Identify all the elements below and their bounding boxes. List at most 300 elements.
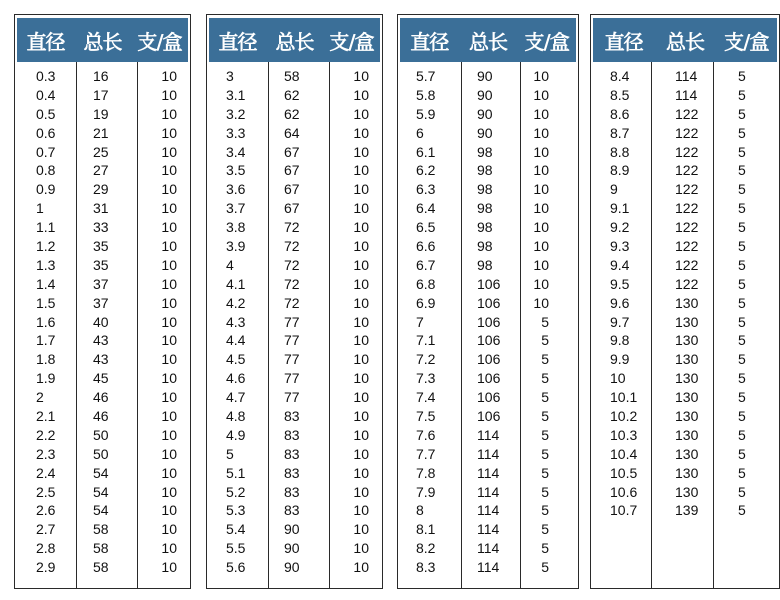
cell-length: 67 — [284, 200, 300, 217]
table-row — [591, 369, 779, 388]
table-row — [207, 558, 382, 577]
cell-length: 98 — [477, 200, 493, 217]
cell-diameter: 1 — [36, 200, 44, 217]
cell-qty: 10 — [161, 68, 177, 84]
cell-diameter: 1.8 — [36, 351, 56, 368]
table-row — [398, 350, 578, 369]
cell-qty: 10 — [353, 256, 369, 273]
table-row — [207, 331, 382, 350]
cell-qty: 5 — [738, 143, 746, 160]
cell-diameter: 6.7 — [416, 256, 436, 273]
cell-diameter: 7.1 — [416, 332, 436, 349]
cell-diameter: 6.4 — [416, 200, 436, 217]
table-row — [15, 558, 190, 577]
cell-length: 90 — [284, 559, 300, 576]
cell-qty: 10 — [161, 540, 177, 557]
cell-length: 90 — [284, 521, 300, 538]
table-row — [591, 407, 779, 426]
cell-length: 72 — [284, 219, 300, 236]
cell-diameter: 2.9 — [36, 559, 56, 576]
cell-qty: 10 — [161, 143, 177, 160]
cell-length: 67 — [284, 143, 300, 160]
table-row — [591, 483, 779, 502]
table-row — [207, 67, 382, 86]
table-row — [15, 294, 190, 313]
cell-qty: 5 — [738, 351, 746, 368]
cell-diameter: 10.5 — [610, 464, 638, 481]
table-row — [398, 105, 578, 124]
table-row — [398, 313, 578, 332]
table-row — [207, 161, 382, 180]
cell-qty: 10 — [353, 521, 369, 538]
cell-diameter: 5.2 — [226, 483, 246, 500]
cell-qty: 5 — [541, 389, 549, 406]
cell-diameter: 2.2 — [36, 426, 56, 443]
cell-qty: 10 — [533, 200, 549, 217]
cell-qty: 10 — [353, 426, 369, 443]
header-diameter: 直径 — [410, 29, 449, 54]
cell-diameter: 4.2 — [226, 294, 246, 311]
cell-qty: 10 — [161, 389, 177, 406]
header-qty: 支/盒 — [137, 29, 182, 54]
cell-length: 67 — [284, 162, 300, 179]
cell-length: 54 — [93, 464, 109, 481]
cell-diameter: 3 — [226, 68, 234, 84]
header-diameter: 直径 — [604, 29, 643, 54]
cell-diameter: 0.6 — [36, 124, 56, 141]
cell-diameter: 4.7 — [226, 389, 246, 406]
cell-length: 83 — [284, 445, 300, 462]
cell-length: 106 — [477, 294, 501, 311]
cell-diameter: 3.2 — [226, 105, 246, 122]
cell-diameter: 8.7 — [610, 124, 630, 141]
cell-diameter: 9.4 — [610, 256, 630, 273]
cell-diameter: 0.5 — [36, 105, 56, 122]
cell-length: 106 — [477, 313, 501, 330]
cell-qty: 10 — [161, 464, 177, 481]
cell-diameter: 7.8 — [416, 464, 436, 481]
cell-length: 77 — [284, 313, 300, 330]
cell-diameter: 8.4 — [610, 68, 630, 84]
cell-qty: 10 — [353, 238, 369, 255]
cell-length: 90 — [477, 68, 493, 84]
table-row — [207, 294, 382, 313]
cell-qty: 5 — [738, 370, 746, 387]
table-row — [398, 161, 578, 180]
table-row — [398, 388, 578, 407]
cell-diameter: 5 — [226, 445, 234, 462]
table-row — [398, 124, 578, 143]
cell-length: 35 — [93, 256, 109, 273]
header-diameter: 直径 — [218, 29, 257, 54]
cell-length: 72 — [284, 275, 300, 292]
cell-qty: 10 — [353, 105, 369, 122]
cell-qty: 10 — [533, 238, 549, 255]
table-row — [398, 199, 578, 218]
cell-qty: 5 — [738, 200, 746, 217]
table-row — [15, 237, 190, 256]
spec-table-3 — [397, 14, 579, 589]
table-row — [15, 275, 190, 294]
table-row — [15, 124, 190, 143]
table-row — [15, 67, 190, 86]
table-row — [15, 86, 190, 105]
cell-length: 83 — [284, 426, 300, 443]
cell-diameter: 8 — [416, 502, 424, 519]
cell-qty: 10 — [353, 389, 369, 406]
cell-length: 46 — [93, 408, 109, 425]
table-row — [15, 445, 190, 464]
cell-length: 58 — [93, 540, 109, 557]
table-row — [591, 464, 779, 483]
cell-qty: 10 — [533, 294, 549, 311]
table-row — [591, 313, 779, 332]
cell-diameter: 4.9 — [226, 426, 246, 443]
table-row — [398, 445, 578, 464]
cell-qty: 10 — [533, 86, 549, 103]
spec-table-2 — [206, 14, 383, 589]
cell-length: 64 — [284, 124, 300, 141]
cell-length: 130 — [675, 389, 699, 406]
cell-length: 25 — [93, 143, 109, 160]
cell-diameter: 0.9 — [36, 181, 56, 198]
cell-diameter: 5.5 — [226, 540, 246, 557]
cell-length: 27 — [93, 162, 109, 179]
cell-length: 46 — [93, 389, 109, 406]
cell-diameter: 10.4 — [610, 445, 638, 462]
cell-diameter: 10.6 — [610, 483, 638, 500]
cell-length: 114 — [477, 464, 500, 481]
table-row — [591, 124, 779, 143]
cell-length: 43 — [93, 332, 109, 349]
cell-length: 98 — [477, 162, 493, 179]
table-row — [591, 350, 779, 369]
table-row — [398, 369, 578, 388]
cell-length: 122 — [675, 219, 699, 236]
cell-diameter: 10 — [610, 370, 626, 387]
cell-diameter: 1.2 — [36, 238, 56, 255]
cell-qty: 5 — [541, 483, 549, 500]
table-row — [207, 483, 382, 502]
table-row — [15, 105, 190, 124]
table-row — [207, 256, 382, 275]
cell-qty: 5 — [738, 124, 746, 141]
table-row — [591, 218, 779, 237]
cell-length: 114 — [477, 502, 500, 519]
table-row — [207, 539, 382, 558]
cell-length: 114 — [477, 559, 500, 576]
cell-qty: 5 — [541, 445, 549, 462]
cell-qty: 5 — [541, 370, 549, 387]
table-row — [15, 369, 190, 388]
cell-qty: 10 — [533, 68, 549, 84]
cell-qty: 5 — [738, 426, 746, 443]
cell-qty: 10 — [353, 275, 369, 292]
table-row — [591, 86, 779, 105]
cell-qty: 5 — [738, 445, 746, 462]
cell-diameter: 9 — [610, 181, 618, 198]
table-row — [15, 539, 190, 558]
table-row — [15, 143, 190, 162]
cell-diameter: 6 — [416, 124, 424, 141]
cell-qty: 10 — [353, 143, 369, 160]
cell-diameter: 1.1 — [36, 219, 56, 236]
cell-qty: 5 — [738, 181, 746, 198]
cell-qty: 5 — [738, 275, 746, 292]
cell-length: 122 — [675, 200, 699, 217]
cell-diameter: 10.2 — [610, 408, 638, 425]
cell-qty: 10 — [353, 181, 369, 198]
cell-diameter: 2 — [36, 389, 44, 406]
cell-diameter: 4.8 — [226, 408, 246, 425]
cell-qty: 5 — [541, 313, 549, 330]
cell-diameter: 3.8 — [226, 219, 246, 236]
table-row — [207, 180, 382, 199]
cell-qty: 10 — [161, 162, 177, 179]
cell-qty: 5 — [541, 464, 549, 481]
cell-qty: 5 — [541, 351, 549, 368]
table-row — [207, 464, 382, 483]
table-row — [591, 426, 779, 445]
cell-qty: 10 — [161, 483, 177, 500]
cell-qty: 5 — [541, 540, 549, 557]
cell-diameter: 3.1 — [226, 86, 246, 103]
cell-qty: 10 — [353, 408, 369, 425]
table-row — [591, 294, 779, 313]
cell-length: 114 — [675, 86, 698, 103]
spec-table-1 — [14, 14, 191, 589]
cell-diameter: 9.7 — [610, 313, 630, 330]
cell-diameter: 1.6 — [36, 313, 56, 330]
table-row — [15, 483, 190, 502]
cell-length: 77 — [284, 389, 300, 406]
cell-length: 114 — [477, 540, 500, 557]
cell-diameter: 3.4 — [226, 143, 246, 160]
table-row — [207, 313, 382, 332]
cell-qty: 10 — [353, 464, 369, 481]
table-row — [207, 199, 382, 218]
table-row — [207, 237, 382, 256]
cell-length: 29 — [93, 181, 109, 198]
cell-diameter: 2.4 — [36, 464, 56, 481]
cell-diameter: 10.1 — [610, 389, 638, 406]
cell-qty: 5 — [738, 408, 746, 425]
cell-qty: 10 — [533, 181, 549, 198]
cell-length: 130 — [675, 426, 699, 443]
table-header — [17, 18, 188, 62]
cell-diameter: 6.5 — [416, 219, 436, 236]
cell-diameter: 9.5 — [610, 275, 630, 292]
table-body — [591, 67, 779, 520]
cell-length: 106 — [477, 408, 501, 425]
cell-diameter: 6.8 — [416, 275, 436, 292]
cell-qty: 10 — [353, 540, 369, 557]
cell-length: 58 — [93, 559, 109, 576]
table-header — [400, 18, 576, 62]
cell-qty: 10 — [353, 351, 369, 368]
cell-length: 122 — [675, 162, 699, 179]
cell-qty: 10 — [353, 86, 369, 103]
cell-length: 114 — [477, 445, 500, 462]
cell-diameter: 9.2 — [610, 219, 630, 236]
cell-qty: 10 — [161, 275, 177, 292]
table-row — [398, 483, 578, 502]
cell-length: 90 — [477, 105, 493, 122]
spec-table-4 — [590, 14, 780, 589]
table-row — [15, 331, 190, 350]
cell-length: 58 — [284, 68, 300, 84]
cell-qty: 5 — [738, 464, 746, 481]
cell-qty: 10 — [533, 124, 549, 141]
cell-length: 98 — [477, 256, 493, 273]
table-row — [207, 369, 382, 388]
cell-qty: 10 — [353, 294, 369, 311]
cell-diameter: 1.4 — [36, 275, 56, 292]
cell-length: 16 — [93, 68, 109, 84]
table-row — [207, 520, 382, 539]
table-row — [207, 143, 382, 162]
cell-diameter: 7.6 — [416, 426, 436, 443]
table-row — [207, 407, 382, 426]
table-row — [591, 180, 779, 199]
cell-length: 106 — [477, 351, 501, 368]
table-row — [591, 275, 779, 294]
cell-length: 77 — [284, 370, 300, 387]
cell-diameter: 9.8 — [610, 332, 630, 349]
cell-qty: 10 — [533, 162, 549, 179]
table-row — [591, 388, 779, 407]
table-row — [398, 558, 578, 577]
cell-length: 130 — [675, 408, 699, 425]
cell-length: 130 — [675, 445, 699, 462]
table-row — [398, 143, 578, 162]
cell-diameter: 5.6 — [226, 559, 246, 576]
cell-qty: 10 — [353, 313, 369, 330]
table-row — [398, 180, 578, 199]
cell-length: 114 — [477, 483, 500, 500]
cell-length: 67 — [284, 181, 300, 198]
table-row — [591, 445, 779, 464]
cell-qty: 5 — [738, 502, 746, 519]
cell-length: 106 — [477, 389, 501, 406]
table-row — [591, 143, 779, 162]
cell-length: 122 — [675, 143, 699, 160]
table-row — [398, 464, 578, 483]
cell-qty: 10 — [161, 313, 177, 330]
cell-diameter: 4.5 — [226, 351, 246, 368]
cell-qty: 10 — [353, 332, 369, 349]
table-row — [398, 237, 578, 256]
cell-diameter: 1.5 — [36, 294, 56, 311]
table-row — [398, 501, 578, 520]
cell-length: 90 — [477, 124, 493, 141]
cell-diameter: 7 — [416, 313, 424, 330]
cell-qty: 10 — [353, 200, 369, 217]
cell-qty: 10 — [161, 256, 177, 273]
cell-diameter: 10.7 — [610, 502, 638, 519]
cell-qty: 5 — [738, 68, 746, 84]
table-row — [398, 407, 578, 426]
cell-length: 83 — [284, 483, 300, 500]
cell-qty: 5 — [738, 105, 746, 122]
table-row — [398, 520, 578, 539]
cell-length: 114 — [675, 68, 698, 84]
table-row — [207, 124, 382, 143]
cell-qty: 5 — [738, 256, 746, 273]
cell-qty: 10 — [161, 521, 177, 538]
cell-diameter: 8.5 — [610, 86, 630, 103]
cell-qty: 5 — [541, 426, 549, 443]
cell-diameter: 3.5 — [226, 162, 246, 179]
table-row — [15, 161, 190, 180]
table-row — [398, 218, 578, 237]
table-row — [591, 237, 779, 256]
cell-length: 98 — [477, 143, 493, 160]
cell-qty: 10 — [161, 351, 177, 368]
cell-diameter: 8.1 — [416, 521, 436, 538]
cell-qty: 10 — [353, 124, 369, 141]
cell-diameter: 6.9 — [416, 294, 436, 311]
cell-qty: 10 — [353, 219, 369, 236]
cell-diameter: 1.7 — [36, 332, 56, 349]
cell-length: 62 — [284, 86, 300, 103]
cell-diameter: 3.9 — [226, 238, 246, 255]
cell-qty: 10 — [161, 426, 177, 443]
table-row — [398, 256, 578, 275]
cell-qty: 10 — [533, 256, 549, 273]
cell-length: 17 — [93, 86, 109, 103]
table-row — [207, 275, 382, 294]
table-header — [593, 18, 777, 62]
cell-qty: 5 — [738, 238, 746, 255]
table-row — [398, 331, 578, 350]
table-row — [15, 388, 190, 407]
cell-qty: 5 — [541, 332, 549, 349]
cell-diameter: 7.3 — [416, 370, 436, 387]
table-body — [398, 67, 578, 577]
header-length: 总长 — [665, 29, 704, 54]
cell-length: 90 — [477, 86, 493, 103]
table-row — [207, 105, 382, 124]
cell-length: 130 — [675, 332, 699, 349]
cell-length: 37 — [93, 294, 109, 311]
cell-length: 98 — [477, 181, 493, 198]
cell-length: 21 — [93, 124, 109, 141]
table-body — [207, 67, 382, 577]
cell-qty: 10 — [161, 181, 177, 198]
cell-diameter: 6.3 — [416, 181, 436, 198]
cell-diameter: 5.7 — [416, 68, 436, 84]
cell-diameter: 5.3 — [226, 502, 246, 519]
cell-diameter: 1.3 — [36, 256, 56, 273]
cell-diameter: 8.9 — [610, 162, 630, 179]
cell-qty: 10 — [161, 408, 177, 425]
cell-diameter: 3.6 — [226, 181, 246, 198]
cell-qty: 10 — [161, 219, 177, 236]
cell-length: 130 — [675, 464, 699, 481]
cell-length: 58 — [93, 521, 109, 538]
cell-qty: 10 — [353, 502, 369, 519]
header-length: 总长 — [83, 29, 122, 54]
cell-length: 33 — [93, 219, 109, 236]
cell-qty: 5 — [738, 483, 746, 500]
cell-diameter: 2.7 — [36, 521, 56, 538]
table-row — [591, 67, 779, 86]
table-row — [207, 388, 382, 407]
cell-diameter: 9.9 — [610, 351, 630, 368]
cell-length: 72 — [284, 238, 300, 255]
cell-diameter: 8.2 — [416, 540, 436, 557]
